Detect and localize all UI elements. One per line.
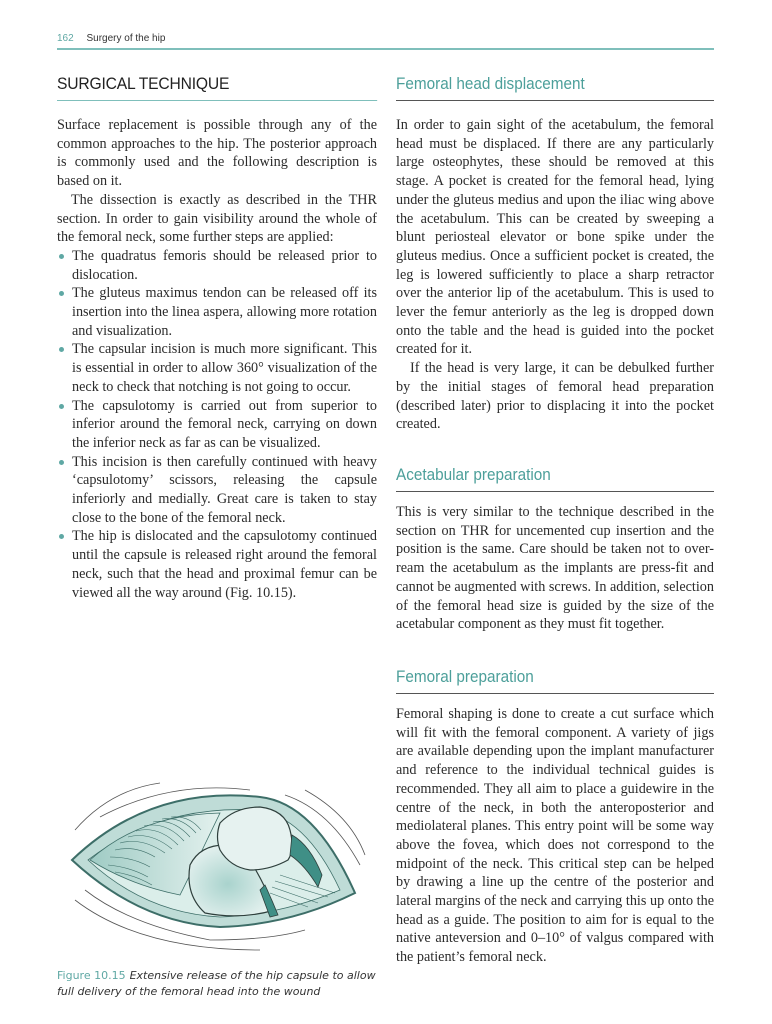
section-heading-femoral-preparation xyxy=(396,667,714,694)
heading-text: SURGICAL TECHNIQUE xyxy=(57,74,230,93)
paragraph: In order to gain sight of the acetabulum, the femoral head must be displaced. If there are any particularly large osteophytes, these should be removed at this stage. A pocket is created for the femoral head, lying under the gluteus medius and upon the iliac wing above the acetabulum. This can be created by sweeping a blunt periosteal elevator or bone spike under the gluteus medius. Once a sufficient pocket is created, the leg is lowered sufficiently to place a sharp retractor over the anterior lip of the acetabulum. This is used to lever the femur anteriorly as the leg is dropped down onto the table and the head is guided into the pocket created for it. xyxy=(396,117,714,358)
heading-text: Femoral head displacement xyxy=(396,74,585,93)
section-heading-acetabular-preparation xyxy=(396,465,714,492)
list-item: The quadratus femoris should be released prior to dislocation. xyxy=(57,247,377,284)
list-item: The hip is dislocated and the capsulotomy continued until the capsule is released right around the femoral neck, such that the head and proximal femur can be viewed all the way around (Fig. 10.15). xyxy=(57,527,377,602)
paragraph: Femoral shaping is done to create a cut surface which will fit with the femoral component. A variety of jigs are available depending upon the implant manufacturer and reference to the individual technical guides is recommended. They all aim to place a guidewire in the centre of the neck, in both the anteroposterior and mediolateral planes. This entry point will be some way above the fovea, which does not correspond to the midpoint of the neck. This critical step can be helped by drawing a line up the centre of the posterior and lateral margins of the neck and carrying this up onto the head as a guide. The position to aim for is equal to the native anteversion and 0–10° of valgus compared with the patient’s femoral neck. xyxy=(396,706,714,966)
figure-caption-text: Extensive release of the hip capsule to allow full delivery of the femoral head into the wound xyxy=(57,969,376,998)
running-title: Surgery of the hip xyxy=(86,33,166,44)
list-item: The gluteus maximus tendon can be released off its insertion into the linea aspera, allowing more rotation and visualization. xyxy=(57,284,377,340)
paragraph: This is very similar to the technique described in the section on THR for uncemented cup insertion and the position is the same. Care should be taken not to over-ream the acetabulum as the implants are press-fit and cannot be augmented with screws. In addition, selection of the femoral head size is guided by the size of the acetabular component as they must fit together. xyxy=(396,504,714,633)
section-heading-femoral-head-displacement xyxy=(396,74,714,101)
figure-caption xyxy=(57,968,387,1000)
figure-hip-capsule-illustration xyxy=(60,745,380,960)
femoral-preparation-body xyxy=(396,705,714,967)
acetabular-preparation-body xyxy=(396,503,714,634)
running-head xyxy=(57,33,714,50)
list-item: This incision is then carefully continued with heavy ‘capsulotomy’ scissors, releasing the capsule inferiorly and medially. Great care is taken to stay close to the bone of the femoral neck. xyxy=(57,453,377,528)
paragraph: If the head is very large, it can be debulked further by the initial stages of femoral head preparation (described later) prior to displacing it into the pocket created. xyxy=(396,360,714,433)
list-item: The capsular incision is much more significant. This is essential in order to allow 360° visualization of the neck to check that notching is not going to occur. xyxy=(57,340,377,396)
list-item: The capsulotomy is carried out from superior to inferior around the femoral neck, carrying on down the inferior neck as far as can be visualized. xyxy=(57,397,377,453)
heading-text: Acetabular preparation xyxy=(396,465,551,484)
section-heading-surgical-technique xyxy=(57,74,377,101)
femoral-head-displacement-body xyxy=(396,116,714,434)
paragraph: The dissection is exactly as described in the THR section. In order to gain visibility around the whole of the femoral neck, some further steps are applied: xyxy=(57,191,377,246)
heading-text: Femoral preparation xyxy=(396,667,534,686)
steps-list xyxy=(57,247,377,602)
hip-capsule-drawing-icon xyxy=(60,745,380,960)
page-number: 162 xyxy=(57,33,74,44)
surgical-technique-body xyxy=(57,116,377,602)
paragraph: Surface replacement is possible through any of the common approaches to the hip. The posterior approach is commonly used and the following description is based on it. xyxy=(57,117,377,190)
figure-label: Figure 10.15 xyxy=(57,969,126,982)
